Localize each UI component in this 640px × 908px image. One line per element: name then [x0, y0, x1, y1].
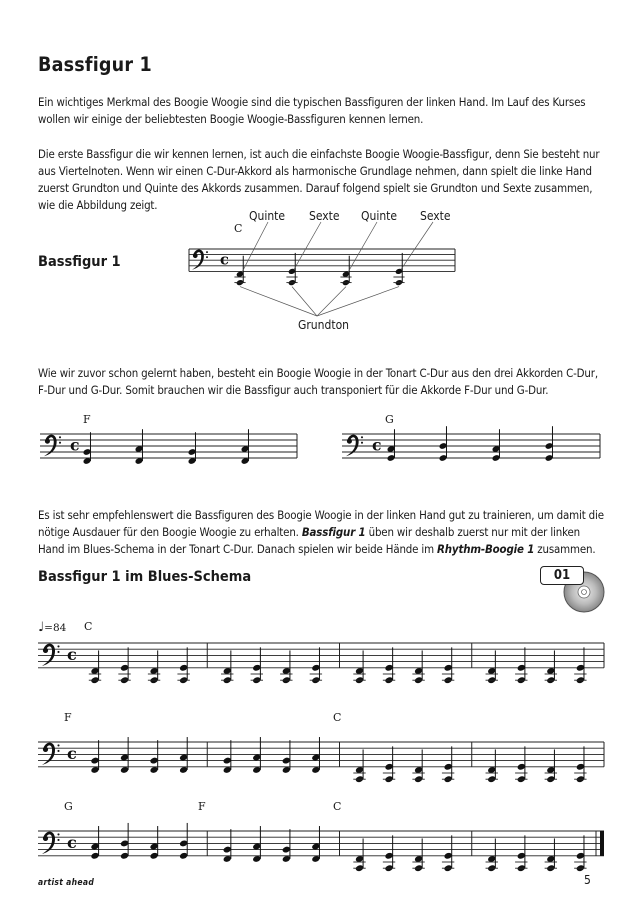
bass-clef [42, 832, 55, 854]
tempo-marking: ♩=84 [38, 620, 67, 635]
clef-dot [57, 645, 59, 647]
time-signature: c [67, 645, 77, 665]
label-sexte-1: Sexte [309, 209, 340, 223]
clef-dot [59, 442, 61, 444]
time-signature: c [70, 435, 80, 455]
annotation-line [348, 222, 377, 272]
blues-chord-1: C [84, 620, 93, 633]
annotation-line [242, 222, 268, 272]
clef-dot [206, 251, 208, 253]
chord-symbol-f: F [83, 413, 91, 426]
label-quinte-1: Quinte [249, 209, 286, 223]
annotation-line [401, 222, 433, 269]
example-heading: Bassfigur 1 [38, 254, 121, 270]
clef-dot [361, 436, 363, 438]
clef-dot [43, 747, 48, 752]
label-sexte-2: Sexte [420, 209, 451, 223]
clef-dot [43, 648, 48, 653]
bass-clef [42, 644, 55, 666]
clef-dot [57, 750, 59, 752]
track-number-badge: 01 [540, 566, 584, 585]
time-signature: c [67, 833, 77, 853]
staff-example-1 [189, 249, 455, 271]
clef-dot [57, 839, 59, 841]
clef-dot [59, 436, 61, 438]
time-signature: c [67, 744, 77, 764]
clef-dot [57, 744, 59, 746]
blues-heading: Bassfigur 1 im Blues-Schema [38, 569, 252, 585]
clef-dot [57, 833, 59, 835]
clef-dot [43, 836, 48, 841]
annotation-line [317, 287, 346, 316]
clef-dot [57, 651, 59, 653]
blues-chord-4: G [64, 800, 73, 813]
time-signature: c [220, 251, 229, 269]
intro-paragraph: Ein wichtiges Merkmal des Boogie Woogie sind die typischen Bassfiguren der linken Hand. Im Lauf des Kurses wollen wir einige der beliebtesten Boogie Woogie-Bassfiguren kennen lernen. [38, 95, 586, 126]
clef-dot [45, 439, 50, 444]
transpose-paragraph: Wie wir zuvor schon gelernt haben, besteht ein Boogie Woogie in der Tonart C-Dur aus den drei Akkorden C-Dur, F-Dur und G-Dur. Somit brauchen wir die Bassfigur auch transponiert für die Akkorde F-Dur und G-Dur. [38, 366, 598, 397]
chord-symbol-g: G [385, 413, 394, 426]
explanation-paragraph: Die erste Bassfigur die wir kennen lernen, ist auch die einfachste Boogie Woogie-Bassfigur, denn Sie besteht nur aus Viertelnoten. Wenn wir einen C-Dur-Akkord als harmonische Grundlage nehmen, dann spielt die linke Hand zuerst Grundton und Quinte des Akkords zusammen. Darauf folgend spielt sie Grundton und Sexte zusammen, wie die Abbildung zeigt. [38, 147, 600, 212]
clef-dot [193, 253, 198, 258]
time-signature: c [372, 435, 382, 455]
label-grundton: Grundton [298, 318, 350, 332]
annotation-line [294, 222, 321, 269]
clef-dot [361, 442, 363, 444]
publisher-logo: artist ahead [38, 878, 95, 888]
clef-dot [206, 256, 208, 258]
bass-clef [346, 435, 359, 457]
blues-chord-2: F [64, 711, 72, 724]
blues-staff [38, 643, 604, 668]
blues-chord-5: F [198, 800, 206, 813]
bass-clef [192, 250, 204, 270]
annotation-line [240, 287, 317, 316]
chord-symbol-c: C [234, 222, 243, 235]
page-number: 5 [584, 873, 591, 887]
label-quinte-2: Quinte [361, 209, 398, 223]
blues-staff [38, 742, 604, 767]
bass-clef [44, 435, 57, 457]
practice-paragraph: Es ist sehr empfehlenswert die Bassfiguren des Boogie Woogie in der linken Hand gut zu trainieren, um damit die nötige Ausdauer für den Boogie Woogie zu erhalten. Bassfigur 1 üben wir deshalb zuerst nur mit der linken Hand im Blues-Schema in der Tonart C-Dur. Danach spielen wir beide Hände im Rhythm-Boogie 1 zusammen. [38, 508, 604, 556]
blues-chord-3: C [333, 711, 342, 724]
clef-dot [347, 439, 352, 444]
page-title: Bassfigur 1 [38, 53, 152, 76]
annotation-line [317, 287, 399, 316]
final-barline-thick [600, 831, 604, 856]
bass-clef [42, 743, 55, 765]
blues-chord-6: C [333, 800, 342, 813]
